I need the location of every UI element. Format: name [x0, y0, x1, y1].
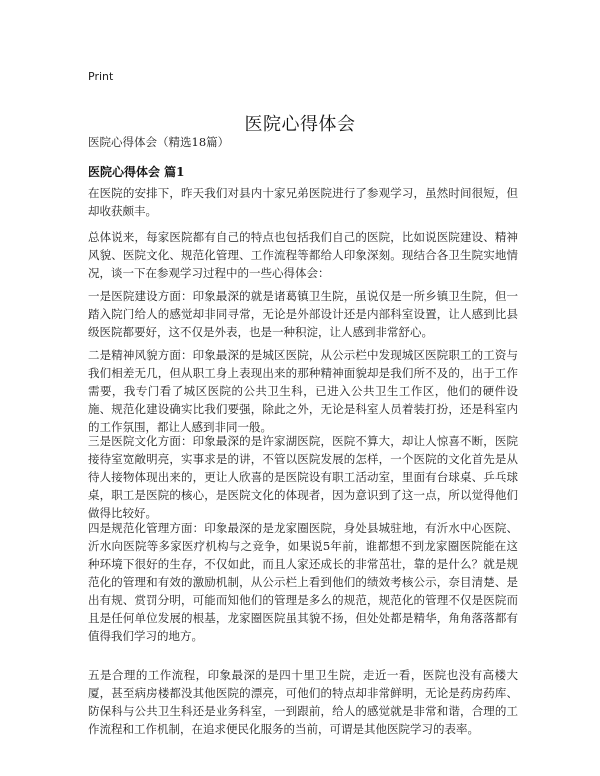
- paragraph-3: 一是医院建设方面：印象最深的就是诸葛镇卫生院，虽说仅是一所乡镇卫生院，但一踏入院门给人的感觉却非同寻常，无论是外部设计还是内部科室设置，让人感到比县级医院都要好，这不仅是外表，也是一种积淀，让人感到非常舒心。: [88, 289, 518, 339]
- paragraph-6: 四是规范化管理方面：印象最深的是龙家圈医院，身处县城驻地，有沂水中心医院、沂水向医院等多家医疗机构与之竞争，如果说5年前，谁都想不到龙家圈医院能在这种环境下很好的生存，不仅如此，而且人家还成长的非常茁壮，靠的是什么？就是规范化的管理和有效的激励机制，从公示栏上看到他们的绩效考核公示，奈目清楚、是出有规、赏罚分明，可能而知他们的管理是多么的规范，规范化的管理不仅是医院而且是任何单位发展的根基，龙家圈医院虽其貌不扬，但处处都是精华，角角落落都有值得我们学习的地方。: [88, 521, 518, 643]
- paragraph-1: 在医院的安排下，昨天我们对县内十家兄弟医院进行了参观学习，虽然时间很短，但却收获颇丰。: [88, 186, 518, 218]
- paragraph-2: 总体说来，每家医院都有自己的特点也包括我们自己的医院，比如说医院建设、精神风貌、医院文化、规范化管理、工作流程等都给人印象深刻。现结合各卫生院实地情况，谈一下在参观学习过程中的一些心得体会：: [88, 230, 518, 280]
- print-link[interactable]: Print: [88, 70, 114, 83]
- section-heading: 医院心得体会 篇1: [88, 165, 185, 179]
- paragraph-7: 五是合理的工作流程，印象最深的是四十里卫生院，走近一看，医院也没有高楼大厦，甚至病房楼都没其他医院的漂亮，可他们的特点却非常鲜明，无论是药房药库、防保科与公共卫生科还是业务科室，一到跟前，给人的感觉就是非常和谐，合理的工作流程和工作机制，在追求便民化服务的当前，可谓是其他医院学习的表率。: [88, 668, 518, 736]
- document-subtitle: 医院心得体会（精选18篇）: [88, 135, 230, 149]
- page-title: 医院心得体会: [244, 114, 356, 136]
- paragraph-4: 二是精神风貌方面：印象最深的是城区医院，从公示栏中发现城区医院职工的工资与我们相差无几，但从职工身上表现出来的那种精神面貌却是我们所不及的，出于工作需要，我专门看了城区医院的公共卫生科，已进入公共卫生工作区，他们的硬件设施、规范化建设确实比我们要强，除此之外，无论是科室人员着装打扮，还是科室内的工作氛围，都让人感到非同一般。: [88, 348, 518, 434]
- paragraph-5: 三是医院文化方面：印象最深的是许家湖医院，医院不算大，却让人惊喜不断，医院接待室宽敞明亮，实事求是的讲，不管以医院发展的怎样，一个医院的文化首先是从待人接物体现出来的，更让人欣喜的是医院设有职工活动室，里面有台球桌、乒乓球桌，职工是医院的核心，是医院文化的体现者，因为意识到了这一点，所以觉得他们做得比较好。: [88, 434, 518, 520]
